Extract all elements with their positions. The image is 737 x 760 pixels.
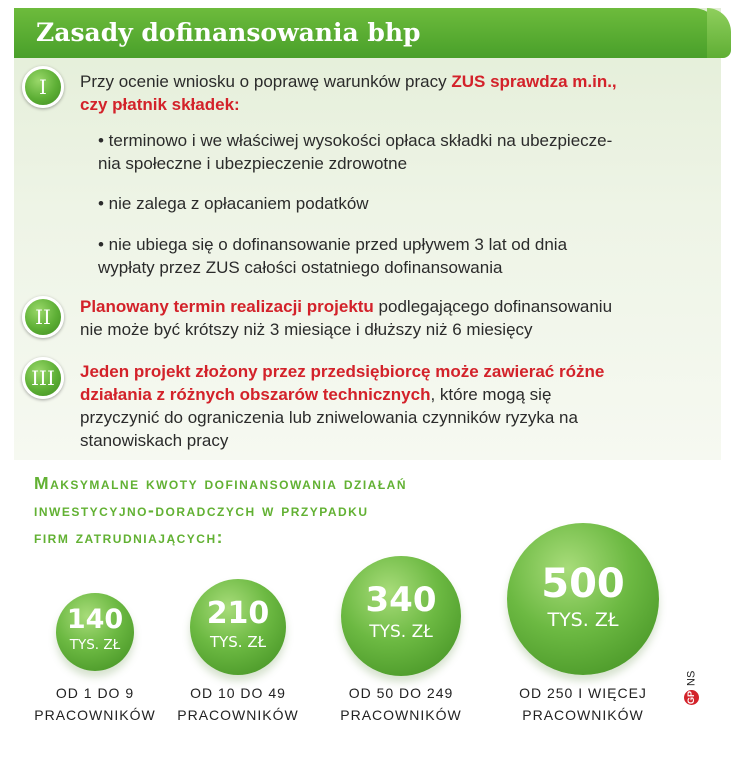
- amount-value-4: 500: [541, 561, 625, 607]
- credit: [684, 653, 704, 705]
- section-3-text: [80, 360, 710, 452]
- amount-unit-1: TYS. ZŁ: [69, 637, 121, 653]
- amount-label-2-unit: PRACOWNIKÓW: [177, 707, 299, 723]
- bullet-1-line-2: nia społeczne i ubezpieczenie zdrowotne: [98, 154, 408, 173]
- amount-unit-3: TYS. ZŁ: [369, 622, 433, 642]
- bullet-1-line-1: • terminowo i we właściwej wysokości opłaca składki na ubezpiecze-: [98, 131, 613, 150]
- amounts-heading-line-1: Maksymalne kwoty dofinansowania działań: [34, 473, 407, 493]
- section-3-plain-4: stanowiskach pracy: [80, 431, 229, 450]
- section-3-badge: [22, 357, 64, 399]
- bullet-2-line-1: • nie zalega z opłacaniem podatków: [98, 194, 369, 213]
- section-1-intro-red-1: ZUS sprawdza m.in.,: [451, 72, 617, 91]
- section-2-numeral: II: [35, 305, 51, 329]
- amount-label-4-unit: PRACOWNIKÓW: [522, 707, 644, 723]
- section-2-plain-2: nie może być krótszy niż 3 miesiące i dłuższy niż 6 miesięcy: [80, 320, 533, 339]
- section-3-plain-3: przyczynić do ograniczenia lub zniwelowania czynników ryzyka na: [80, 408, 578, 427]
- section-2-plain-1: podlegającego dofinansowaniu: [373, 297, 613, 316]
- amounts-heading-line-3: firm zatrudniających:: [34, 527, 224, 547]
- amount-label-2-range: OD 10 DO 49: [190, 685, 286, 701]
- amounts-heading-line-2: inwestycyjno-doradczych w przypadku: [34, 500, 369, 520]
- amount-label-4-range: OD 250 I WIĘCEJ: [519, 685, 647, 701]
- amount-value-2: 210: [206, 596, 270, 631]
- amount-label-2: [163, 682, 313, 726]
- section-1-intro: [80, 70, 710, 116]
- section-2-red: Planowany termin realizacji projektu: [80, 297, 374, 316]
- amount-label-4: [498, 682, 668, 726]
- section-1-bullet-2: [98, 192, 718, 215]
- bullet-3-line-2: wypłaty przez ZUS całości ostatniego dofinansowania: [98, 258, 503, 277]
- section-1-numeral: I: [39, 75, 47, 99]
- amount-label-3: [320, 682, 482, 726]
- amount-value-3: 340: [365, 580, 437, 620]
- section-3-red-2: działania z różnych obszarów technicznych: [80, 385, 431, 404]
- amount-label-1-range: OD 1 DO 9: [55, 685, 135, 701]
- amount-label-3-unit: PRACOWNIKÓW: [340, 707, 462, 723]
- amount-unit-2: TYS. ZŁ: [209, 633, 267, 651]
- amount-unit-4: TYS. ZŁ: [547, 609, 619, 631]
- amount-circle-2: [190, 579, 286, 675]
- section-3-numeral: III: [31, 366, 55, 390]
- publisher-logo-icon: GP: [684, 690, 699, 705]
- amount-value-1: 140: [66, 604, 124, 635]
- bullet-3-line-1: • nie ubiega się o dofinansowanie przed upływem 3 lat od dnia: [98, 235, 568, 254]
- section-3-red-1: Jeden projekt złożony przez przedsiębiorcę może zawierać różne: [80, 362, 605, 381]
- amount-circle-4: [507, 523, 659, 675]
- credit-author: NS: [685, 670, 698, 686]
- section-1-intro-red-2: czy płatnik składek:: [80, 95, 240, 114]
- section-1-bullet-3: [98, 233, 718, 279]
- amount-label-1-unit: PRACOWNIKÓW: [34, 707, 156, 723]
- section-1-bullet-1: [98, 129, 718, 175]
- amount-label-1: [20, 682, 170, 726]
- amount-circle-1: [56, 593, 134, 671]
- section-1-intro-plain: Przy ocenie wniosku o poprawę warunków pracy: [80, 72, 452, 91]
- section-3-plain-2: , które mogą się: [430, 385, 552, 404]
- section-2-badge: [22, 296, 64, 338]
- title-bar-fold: [707, 8, 731, 58]
- section-2-text: [80, 295, 710, 341]
- amount-circle-3: [341, 556, 461, 676]
- amount-label-3-range: OD 50 DO 249: [348, 685, 454, 701]
- section-1-badge: [22, 66, 64, 108]
- page-title: Zasady dofinansowania bhp: [36, 18, 421, 47]
- title-bar: [14, 8, 721, 58]
